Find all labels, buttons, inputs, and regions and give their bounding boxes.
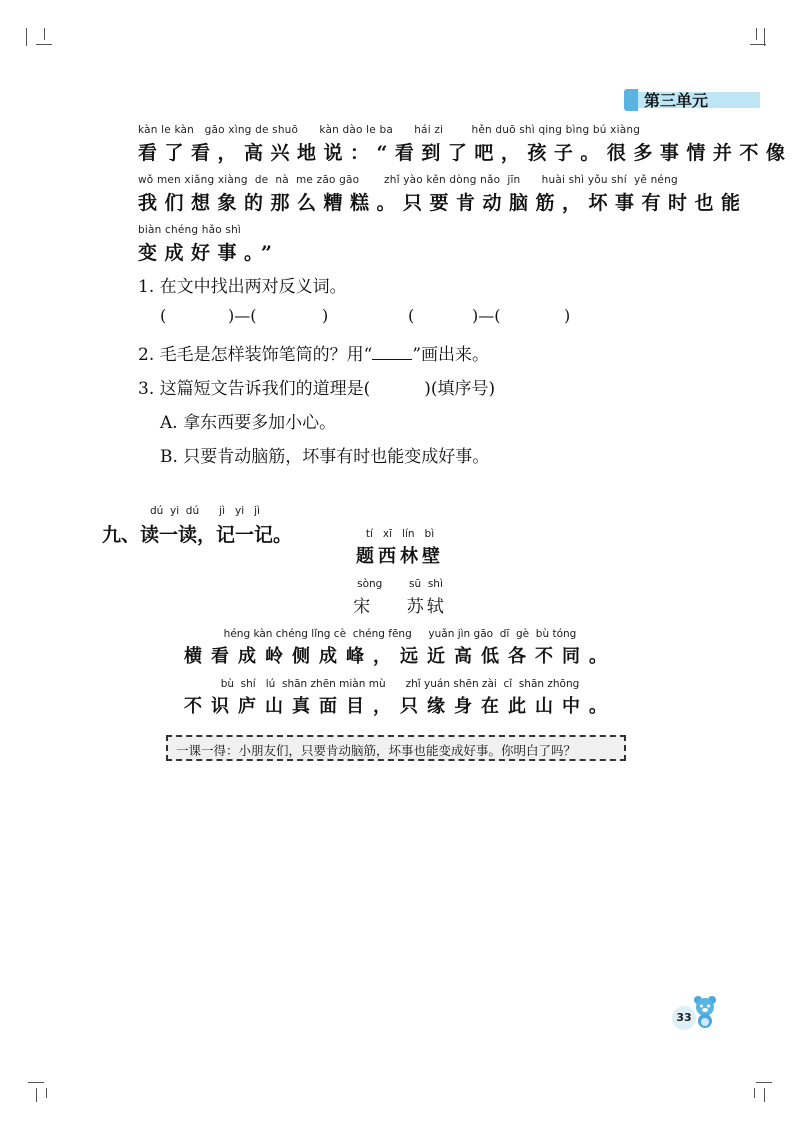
blank-paren: ): [322, 306, 329, 325]
poem-line-1-pinyin: héng kàn chéng lǐng cè chéng fēng yuǎn jìn gāo dī gè bù tóng: [223, 628, 577, 640]
poem-line-1: 横看成岭侧成峰，远近高低各不同。: [184, 646, 616, 667]
blank-paren: (: [160, 306, 167, 325]
tip-box: [166, 735, 626, 761]
section-9-pinyin: dú yi dú jì yi jì: [150, 505, 260, 517]
passage-pinyin-1: kàn le kàn gāo xìng de shuō kàn dào le ba hái zi hěn duō shì qing bìng bú xiàng: [138, 124, 641, 136]
crop-mark: [36, 1088, 37, 1102]
crop-mark: [764, 1088, 765, 1102]
option-b: B. 只要肯动脑筋，坏事有时也能变成好事。: [160, 447, 490, 467]
poem-author: 宋 苏轼: [353, 597, 447, 617]
crop-mark: [28, 1082, 44, 1083]
bear-mascot-icon: [690, 994, 720, 1030]
option-a: A. 拿东西要多加小心。: [160, 413, 337, 433]
passage-line-3: 变成好事。”: [138, 242, 280, 264]
tip-text: 一课一得：小朋友们，只要肯动脑筋，坏事也能变成好事。你明白了吗？: [176, 743, 577, 758]
blank-paren: )—(: [472, 306, 501, 325]
crop-mark: [750, 44, 766, 45]
crop-mark: [46, 1088, 47, 1098]
passage-pinyin-2: wǒ men xiǎng xiàng de nà me zāo gāo zhǐ yào kěn dòng nǎo jīn huài shì yǒu shí yě néng: [138, 174, 678, 186]
section-9-title: 九、读一读，记一记。: [102, 524, 293, 546]
poem-line-2-pinyin: bù shí lú shān zhēn miàn mù zhǐ yuán shēn zài cǐ shān zhōng: [220, 678, 580, 690]
question-2-before: 2. 毛毛是怎样装饰笔筒的？用“: [138, 345, 373, 365]
crop-mark: [26, 28, 27, 46]
crop-mark: [754, 1088, 755, 1098]
poem-line-2: 不识庐山真面目，只缘身在此山中。: [184, 696, 616, 717]
crop-mark: [36, 44, 52, 45]
crop-mark: [756, 28, 757, 40]
question-3: 3. 这篇短文告诉我们的道理是( )(填序号): [138, 379, 496, 399]
blank-paren: )—(: [228, 306, 257, 325]
passage-line-2: 我们想象的那么糟糕。只要肯动脑筋，坏事有时也能: [138, 192, 748, 214]
question-1: 1. 在文中找出两对反义词。: [138, 277, 347, 297]
poem-title: 题西林壁: [356, 546, 444, 567]
question-2: [138, 340, 489, 365]
answer-underline[interactable]: [372, 345, 412, 360]
crop-mark: [756, 1082, 772, 1083]
unit-header-tab: [624, 89, 638, 111]
blank-paren: ): [564, 306, 571, 325]
poem-title-pinyin: tí xī lín bì: [365, 528, 435, 540]
blank-paren: (: [408, 306, 415, 325]
question-2-after: ”画出来。: [412, 345, 490, 365]
poem-author-pinyin: sòng sū shì: [357, 578, 443, 590]
crop-mark: [44, 28, 45, 40]
page-number: 33: [672, 1006, 696, 1030]
unit-title: 第三单元: [644, 91, 709, 110]
passage-line-1: 看了看，高兴地说：“看到了吧，孩子。很多事情并不像: [138, 142, 793, 164]
passage-pinyin-3: biàn chéng hǎo shì: [138, 224, 242, 236]
